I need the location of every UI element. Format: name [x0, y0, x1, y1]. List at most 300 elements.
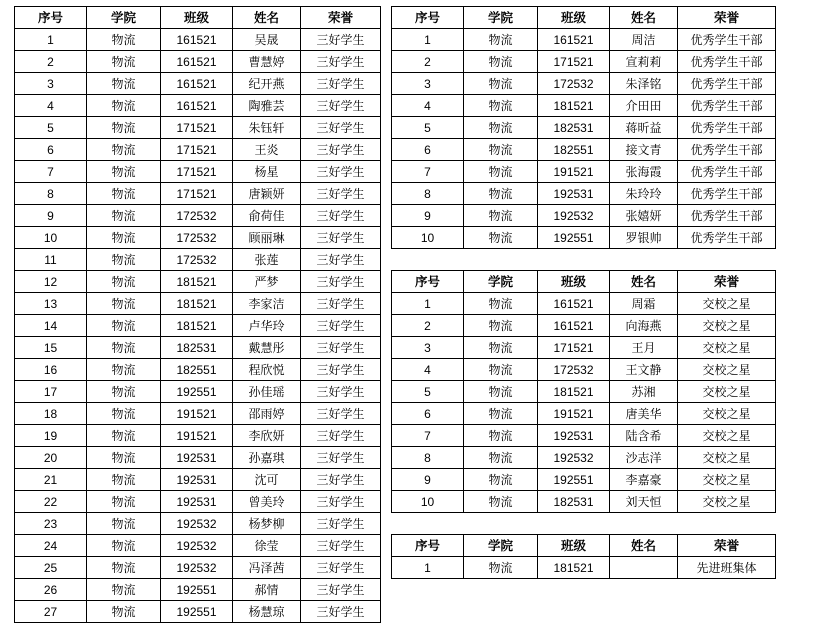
cell-no: 2: [392, 315, 464, 337]
table-gap-2: [391, 513, 776, 534]
cell-no: 27: [15, 601, 87, 623]
cell-name: 卢华玲: [233, 315, 301, 337]
table-row: [392, 227, 776, 249]
table-row: [392, 447, 776, 469]
cell-honor: 三好学生: [301, 447, 381, 469]
cell-college: 物流: [87, 29, 161, 51]
cell-no: 23: [15, 513, 87, 535]
cell-no: 14: [15, 315, 87, 337]
cell-no: 5: [392, 117, 464, 139]
table-row: [15, 403, 381, 425]
cell-honor: 三好学生: [301, 95, 381, 117]
column-header-honor: 荣誉: [678, 535, 776, 557]
table-row: [15, 579, 381, 601]
cell-college: 物流: [464, 469, 538, 491]
cell-no: 1: [392, 557, 464, 579]
table-row: [392, 73, 776, 95]
cell-no: 8: [392, 183, 464, 205]
cell-name: 沙志洋: [610, 447, 678, 469]
cell-class: 192532: [538, 447, 610, 469]
cell-class: 181521: [538, 95, 610, 117]
table-row: [15, 315, 381, 337]
column-header-class: 班级: [538, 271, 610, 293]
cell-college: 物流: [464, 73, 538, 95]
cell-class: 192532: [161, 513, 233, 535]
cell-no: 1: [15, 29, 87, 51]
cell-college: 物流: [87, 491, 161, 513]
cell-class: 182531: [538, 491, 610, 513]
column-header-name: 姓名: [610, 7, 678, 29]
cell-no: 5: [392, 381, 464, 403]
column-header-no: 序号: [392, 271, 464, 293]
cell-college: 物流: [464, 227, 538, 249]
cell-college: 物流: [87, 227, 161, 249]
cell-class: 171521: [538, 337, 610, 359]
cell-class: 161521: [161, 29, 233, 51]
cell-honor: 三好学生: [301, 579, 381, 601]
cell-name: 王文静: [610, 359, 678, 381]
table-row: [15, 425, 381, 447]
cell-class: 171521: [161, 183, 233, 205]
cell-name: 张莲: [233, 249, 301, 271]
cell-name: 徐莹: [233, 535, 301, 557]
cell-honor: 三好学生: [301, 513, 381, 535]
cell-honor: 三好学生: [301, 161, 381, 183]
cell-honor: 交校之星: [678, 315, 776, 337]
cell-honor: 三好学生: [301, 425, 381, 447]
cell-class: 192532: [161, 535, 233, 557]
cell-name: 郝情: [233, 579, 301, 601]
cell-class: 182531: [161, 337, 233, 359]
table-row: [392, 557, 776, 579]
cell-college: 物流: [464, 205, 538, 227]
cell-class: 161521: [161, 73, 233, 95]
cell-name: 朱玲玲: [610, 183, 678, 205]
cell-class: 172532: [538, 359, 610, 381]
cell-class: 181521: [538, 557, 610, 579]
column-header-no: 序号: [392, 7, 464, 29]
cell-college: 物流: [87, 535, 161, 557]
cell-no: 25: [15, 557, 87, 579]
cell-college: 物流: [87, 95, 161, 117]
column-header-college: 学院: [464, 7, 538, 29]
cell-honor: 三好学生: [301, 359, 381, 381]
cell-honor: 三好学生: [301, 535, 381, 557]
cell-name: 李欣妍: [233, 425, 301, 447]
cell-honor: 交校之星: [678, 337, 776, 359]
cell-college: 物流: [87, 601, 161, 623]
cell-name: 冯泽茜: [233, 557, 301, 579]
cell-college: 物流: [87, 469, 161, 491]
cell-class: 191521: [538, 161, 610, 183]
cell-college: 物流: [464, 337, 538, 359]
table-row: [15, 337, 381, 359]
cell-honor: 先进班集体: [678, 557, 776, 579]
cell-no: 1: [392, 293, 464, 315]
cell-no: 19: [15, 425, 87, 447]
table-row: [392, 359, 776, 381]
cell-no: 3: [15, 73, 87, 95]
cell-honor: 三好学生: [301, 139, 381, 161]
cell-honor: 三好学生: [301, 29, 381, 51]
cell-college: 物流: [464, 51, 538, 73]
table-row: [15, 491, 381, 513]
table-row: [392, 95, 776, 117]
table-row: [15, 227, 381, 249]
cell-name: 杨星: [233, 161, 301, 183]
cell-class: 181521: [538, 381, 610, 403]
column-header-no: 序号: [392, 535, 464, 557]
cell-college: 物流: [87, 359, 161, 381]
cell-honor: 三好学生: [301, 403, 381, 425]
cell-no: 26: [15, 579, 87, 601]
table-row: [15, 249, 381, 271]
cell-class: 182551: [538, 139, 610, 161]
cell-college: 物流: [87, 447, 161, 469]
table-header-row: [392, 535, 776, 557]
cell-honor: 三好学生: [301, 557, 381, 579]
table-header-row: [15, 7, 381, 29]
table-row: [15, 183, 381, 205]
table-header-row: [392, 7, 776, 29]
cell-no: 6: [392, 139, 464, 161]
cell-college: 物流: [87, 117, 161, 139]
column-header-name: 姓名: [610, 535, 678, 557]
cell-no: 7: [15, 161, 87, 183]
cell-class: 192551: [161, 579, 233, 601]
cell-class: 161521: [538, 315, 610, 337]
cell-college: 物流: [87, 315, 161, 337]
cell-class: 172532: [161, 249, 233, 271]
cell-name: 朱钰轩: [233, 117, 301, 139]
cell-honor: 三好学生: [301, 469, 381, 491]
table-row: [392, 51, 776, 73]
table-row: [392, 293, 776, 315]
cell-college: 物流: [87, 337, 161, 359]
cell-no: 18: [15, 403, 87, 425]
cell-no: 2: [15, 51, 87, 73]
column-header-class: 班级: [538, 7, 610, 29]
cell-name: 周洁: [610, 29, 678, 51]
cell-no: 6: [392, 403, 464, 425]
cell-no: 16: [15, 359, 87, 381]
cell-no: 1: [392, 29, 464, 51]
cell-honor: 交校之星: [678, 491, 776, 513]
table-row: [15, 447, 381, 469]
table-row: [392, 469, 776, 491]
cell-college: 物流: [464, 95, 538, 117]
cell-no: 24: [15, 535, 87, 557]
cell-honor: 优秀学生干部: [678, 29, 776, 51]
cell-no: 5: [15, 117, 87, 139]
cell-college: 物流: [464, 293, 538, 315]
table-row: [15, 601, 381, 623]
table-row: [15, 271, 381, 293]
table-row: [392, 183, 776, 205]
cell-name: 唐颖妍: [233, 183, 301, 205]
table-row: [15, 95, 381, 117]
cell-no: 10: [15, 227, 87, 249]
cell-name: 吴晟: [233, 29, 301, 51]
table-row: [392, 337, 776, 359]
column-header-college: 学院: [464, 535, 538, 557]
cell-name: 李家洁: [233, 293, 301, 315]
cell-no: 17: [15, 381, 87, 403]
cell-honor: 交校之星: [678, 293, 776, 315]
column-header-class: 班级: [538, 535, 610, 557]
cell-honor: 交校之星: [678, 403, 776, 425]
cell-name: 宣莉莉: [610, 51, 678, 73]
table-row: [392, 117, 776, 139]
cell-college: 物流: [464, 161, 538, 183]
cell-honor: 交校之星: [678, 359, 776, 381]
cell-name: 张嬉妍: [610, 205, 678, 227]
cell-honor: 优秀学生干部: [678, 205, 776, 227]
cell-no: 7: [392, 161, 464, 183]
cell-college: 物流: [464, 315, 538, 337]
table-row: [392, 381, 776, 403]
cell-name: 曾美玲: [233, 491, 301, 513]
cell-class: 181521: [161, 293, 233, 315]
cell-college: 物流: [87, 403, 161, 425]
column-header-name: 姓名: [233, 7, 301, 29]
table-row: [15, 161, 381, 183]
honors-table-left: [14, 6, 381, 623]
cell-name: 曹慧婷: [233, 51, 301, 73]
cell-no: 12: [15, 271, 87, 293]
cell-honor: 三好学生: [301, 249, 381, 271]
table-row: [15, 205, 381, 227]
cell-class: 192531: [538, 425, 610, 447]
cell-honor: 三好学生: [301, 183, 381, 205]
column-header-honor: 荣誉: [678, 271, 776, 293]
table-row: [15, 535, 381, 557]
table-row: [15, 359, 381, 381]
cell-college: 物流: [87, 205, 161, 227]
cell-honor: 优秀学生干部: [678, 73, 776, 95]
table-row: [392, 29, 776, 51]
cell-college: 物流: [87, 513, 161, 535]
cell-honor: 优秀学生干部: [678, 161, 776, 183]
cell-name: 周霜: [610, 293, 678, 315]
table-row: [15, 73, 381, 95]
cell-college: 物流: [87, 139, 161, 161]
cell-college: 物流: [87, 51, 161, 73]
cell-no: 7: [392, 425, 464, 447]
cell-name: 沈可: [233, 469, 301, 491]
cell-name: 王月: [610, 337, 678, 359]
cell-name: 陆含希: [610, 425, 678, 447]
cell-college: 物流: [464, 183, 538, 205]
cell-no: 13: [15, 293, 87, 315]
cell-class: 192551: [161, 601, 233, 623]
cell-name: 陶雅芸: [233, 95, 301, 117]
cell-college: 物流: [87, 73, 161, 95]
cell-class: 192532: [538, 205, 610, 227]
cell-class: 182531: [538, 117, 610, 139]
cell-name: 向海燕: [610, 315, 678, 337]
cell-name: 孙嘉琪: [233, 447, 301, 469]
cell-honor: 三好学生: [301, 205, 381, 227]
cell-college: 物流: [464, 359, 538, 381]
table-row: [15, 139, 381, 161]
cell-college: 物流: [464, 117, 538, 139]
table-row: [15, 29, 381, 51]
column-header-college: 学院: [464, 271, 538, 293]
table-row: [392, 403, 776, 425]
cell-class: 192531: [161, 491, 233, 513]
cell-no: 8: [392, 447, 464, 469]
cell-no: 10: [392, 227, 464, 249]
table-row: [15, 469, 381, 491]
cell-no: 8: [15, 183, 87, 205]
cell-name: 纪开燕: [233, 73, 301, 95]
cell-class: 181521: [161, 315, 233, 337]
honors-table-right-3: [391, 534, 776, 579]
cell-name: 李嘉豪: [610, 469, 678, 491]
column-header-class: 班级: [161, 7, 233, 29]
cell-no: 21: [15, 469, 87, 491]
cell-class: 192551: [538, 227, 610, 249]
cell-class: 191521: [161, 425, 233, 447]
column-header-honor: 荣誉: [678, 7, 776, 29]
table-row: [15, 513, 381, 535]
cell-honor: 三好学生: [301, 73, 381, 95]
table-row: [15, 557, 381, 579]
cell-name: 朱泽铭: [610, 73, 678, 95]
cell-no: 10: [392, 491, 464, 513]
cell-honor: 三好学生: [301, 601, 381, 623]
cell-honor: 优秀学生干部: [678, 51, 776, 73]
column-header-college: 学院: [87, 7, 161, 29]
cell-name: 张海霞: [610, 161, 678, 183]
cell-honor: 三好学生: [301, 271, 381, 293]
cell-no: 20: [15, 447, 87, 469]
table-row: [392, 425, 776, 447]
cell-honor: 三好学生: [301, 227, 381, 249]
cell-no: 4: [392, 359, 464, 381]
cell-class: 172532: [538, 73, 610, 95]
cell-class: 192532: [161, 557, 233, 579]
table-gap-1: [391, 249, 776, 270]
cell-no: 3: [392, 73, 464, 95]
cell-class: 172532: [161, 205, 233, 227]
cell-name: 杨梦柳: [233, 513, 301, 535]
cell-class: 161521: [161, 95, 233, 117]
cell-name: 俞荷佳: [233, 205, 301, 227]
cell-honor: 优秀学生干部: [678, 117, 776, 139]
cell-name: 唐美华: [610, 403, 678, 425]
column-header-honor: 荣誉: [301, 7, 381, 29]
cell-no: 2: [392, 51, 464, 73]
cell-class: 161521: [538, 293, 610, 315]
cell-class: 172532: [161, 227, 233, 249]
cell-name: 严梦: [233, 271, 301, 293]
table-row: [392, 315, 776, 337]
cell-no: 6: [15, 139, 87, 161]
table-row: [392, 491, 776, 513]
cell-college: 物流: [464, 139, 538, 161]
cell-college: 物流: [464, 29, 538, 51]
cell-honor: 交校之星: [678, 381, 776, 403]
cell-name: 戴慧彤: [233, 337, 301, 359]
cell-college: 物流: [464, 425, 538, 447]
cell-honor: 交校之星: [678, 447, 776, 469]
table-row: [392, 139, 776, 161]
cell-no: 4: [392, 95, 464, 117]
table-row: [15, 117, 381, 139]
cell-class: 182551: [161, 359, 233, 381]
cell-name: 王炎: [233, 139, 301, 161]
cell-college: 物流: [87, 557, 161, 579]
cell-college: 物流: [464, 381, 538, 403]
cell-name: 顾丽琳: [233, 227, 301, 249]
cell-honor: 交校之星: [678, 425, 776, 447]
cell-college: 物流: [87, 161, 161, 183]
cell-class: 192531: [538, 183, 610, 205]
table-row: [15, 293, 381, 315]
cell-college: 物流: [87, 271, 161, 293]
cell-name: 程欣悦: [233, 359, 301, 381]
right-column: [391, 6, 776, 579]
cell-name: 孙佳瑶: [233, 381, 301, 403]
cell-name: [610, 557, 678, 579]
table-row: [15, 381, 381, 403]
cell-no: 3: [392, 337, 464, 359]
cell-honor: 优秀学生干部: [678, 95, 776, 117]
cell-honor: 三好学生: [301, 491, 381, 513]
cell-honor: 优秀学生干部: [678, 183, 776, 205]
cell-name: 接文青: [610, 139, 678, 161]
cell-honor: 优秀学生干部: [678, 139, 776, 161]
cell-college: 物流: [87, 381, 161, 403]
cell-class: 192531: [161, 447, 233, 469]
cell-no: 15: [15, 337, 87, 359]
cell-name: 介田田: [610, 95, 678, 117]
cell-name: 蒋昕益: [610, 117, 678, 139]
cell-college: 物流: [87, 425, 161, 447]
cell-class: 171521: [161, 161, 233, 183]
cell-class: 191521: [538, 403, 610, 425]
cell-class: 161521: [538, 29, 610, 51]
cell-college: 物流: [464, 447, 538, 469]
cell-no: 4: [15, 95, 87, 117]
cell-class: 171521: [161, 139, 233, 161]
cell-no: 11: [15, 249, 87, 271]
cell-class: 191521: [161, 403, 233, 425]
cell-class: 161521: [161, 51, 233, 73]
cell-college: 物流: [87, 293, 161, 315]
cell-honor: 三好学生: [301, 337, 381, 359]
cell-college: 物流: [87, 579, 161, 601]
cell-honor: 三好学生: [301, 293, 381, 315]
cell-name: 刘天恒: [610, 491, 678, 513]
cell-honor: 优秀学生干部: [678, 227, 776, 249]
cell-college: 物流: [87, 183, 161, 205]
table-row: [15, 51, 381, 73]
cell-honor: 交校之星: [678, 469, 776, 491]
cell-class: 192531: [161, 469, 233, 491]
cell-no: 22: [15, 491, 87, 513]
cell-no: 9: [392, 205, 464, 227]
table-row: [392, 161, 776, 183]
cell-no: 9: [15, 205, 87, 227]
cell-name: 苏湘: [610, 381, 678, 403]
cell-honor: 三好学生: [301, 315, 381, 337]
cell-class: 181521: [161, 271, 233, 293]
table-row: [392, 205, 776, 227]
cell-name: 罗银帅: [610, 227, 678, 249]
